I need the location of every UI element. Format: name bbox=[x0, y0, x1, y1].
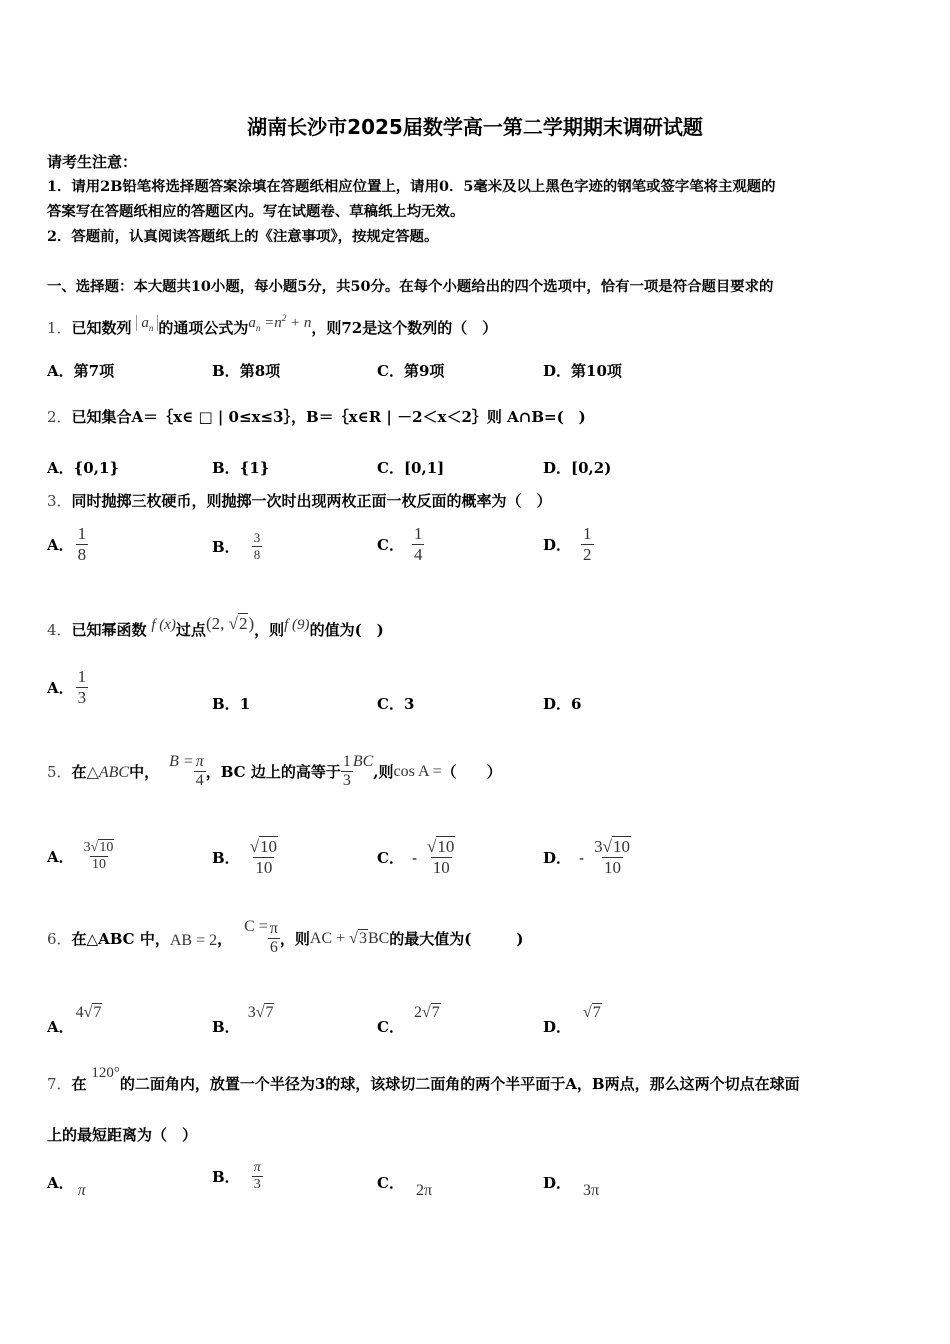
option-label: A． bbox=[47, 1174, 74, 1192]
option-c[interactable] bbox=[377, 1172, 432, 1200]
option-label: C． bbox=[377, 1018, 404, 1036]
radicand: 3 bbox=[358, 929, 367, 947]
notice-heading: 请考生注意： bbox=[47, 153, 138, 171]
question-text: 的值为( ) bbox=[309, 621, 384, 639]
question-text: ， bbox=[217, 930, 233, 948]
option-label: B． bbox=[212, 538, 240, 556]
math-expression: 4√7 bbox=[75, 1004, 102, 1021]
denominator: 8 bbox=[77, 545, 87, 564]
numerator: 1 bbox=[77, 667, 87, 686]
option-label: B． bbox=[212, 695, 240, 713]
option-c[interactable] bbox=[377, 1004, 441, 1037]
notice-line-3: 2．答题前，认真阅读答题纸上的《注意事项》，按规定答题。 bbox=[47, 228, 439, 245]
math-expression: AC + √3BC bbox=[309, 929, 390, 947]
option-d[interactable] bbox=[543, 1004, 602, 1037]
question-text: ，则 bbox=[254, 621, 285, 639]
option-b[interactable] bbox=[212, 361, 280, 381]
option-label: B． bbox=[212, 1168, 240, 1186]
radicand: 7 bbox=[592, 1004, 601, 1021]
numerator: π bbox=[269, 920, 278, 937]
question-number: 7． bbox=[47, 1075, 72, 1093]
option-label: B． bbox=[212, 849, 240, 867]
option-d[interactable] bbox=[543, 524, 594, 565]
question-7-continued: 上的最短距离为（ ） bbox=[47, 1126, 198, 1144]
question-number: 4． bbox=[47, 621, 72, 639]
option-a[interactable] bbox=[47, 840, 116, 873]
option-d[interactable] bbox=[543, 694, 581, 714]
notice-line-2: 答案写在答题纸相应的答题区内。写在试题卷、草稿纸上均无效。 bbox=[47, 203, 465, 220]
question-number: 6． bbox=[47, 930, 72, 948]
math-expression: f (x) bbox=[151, 617, 176, 633]
math-sup: 2 bbox=[281, 313, 287, 323]
radicand: 10 bbox=[612, 837, 630, 856]
question-text: 的最大值为( ) bbox=[389, 930, 524, 948]
option-sign: - bbox=[411, 848, 418, 867]
fraction bbox=[412, 524, 425, 565]
option-d[interactable] bbox=[543, 837, 633, 878]
option-a[interactable] bbox=[47, 458, 119, 478]
numerator: 1 bbox=[583, 524, 592, 543]
math-expression: √7 bbox=[583, 1004, 601, 1021]
question-3 bbox=[47, 491, 552, 511]
math-expression: AB = 2 bbox=[169, 931, 218, 949]
option-math: 3π bbox=[583, 1182, 600, 1199]
option-text: 第9项 bbox=[403, 362, 445, 380]
option-label: B． bbox=[212, 1018, 240, 1036]
question-number: 5． bbox=[47, 763, 72, 781]
option-c[interactable] bbox=[377, 837, 457, 878]
option-a[interactable] bbox=[47, 1004, 102, 1037]
radicand: 7 bbox=[431, 1004, 440, 1021]
option-text: {1} bbox=[239, 459, 270, 477]
question-2 bbox=[47, 407, 586, 427]
option-label: A． bbox=[47, 1018, 74, 1036]
question-text: 过点 bbox=[175, 621, 206, 639]
denominator: 10 bbox=[255, 858, 273, 877]
fraction: $\frac{√10}{10}$ bbox=[427, 837, 455, 877]
question-text: 的通项公式为 bbox=[158, 319, 249, 337]
option-math: π bbox=[77, 1182, 86, 1199]
option-label: D． bbox=[543, 849, 572, 867]
option-text: 第7项 bbox=[73, 362, 115, 380]
denominator: 8 bbox=[253, 547, 261, 562]
math-var: a bbox=[141, 315, 149, 331]
option-c[interactable] bbox=[377, 361, 444, 381]
radicand: 7 bbox=[93, 1004, 102, 1021]
denominator: 3 bbox=[342, 772, 351, 789]
math-expression bbox=[248, 315, 311, 331]
option-label: C． bbox=[377, 1174, 404, 1192]
notice-line-1: 1．请用2B铅笔将选择题答案涂填在答题纸相应位置上，请用0．5毫米及以上黑色字迹的钢笔或签字笔将主观题的 bbox=[47, 178, 776, 195]
option-text: {0,1} bbox=[73, 459, 120, 477]
option-a[interactable] bbox=[47, 361, 114, 381]
math-expression: f (9) bbox=[284, 617, 310, 633]
fraction bbox=[581, 524, 594, 565]
math-expression: cos A = bbox=[393, 762, 442, 780]
denominator: 6 bbox=[269, 939, 278, 956]
option-math: 2π bbox=[415, 1182, 433, 1199]
question-4 bbox=[47, 614, 384, 641]
numerator: 3 bbox=[253, 530, 261, 545]
denominator: 10 bbox=[91, 857, 106, 872]
math-part: AC + bbox=[309, 929, 346, 947]
coefficient: 3 bbox=[247, 1004, 256, 1021]
question-text: 在 bbox=[71, 1075, 87, 1093]
question-text: ，则72是这个数列的（ ） bbox=[311, 319, 498, 337]
option-label: D． bbox=[543, 695, 572, 713]
fraction bbox=[76, 524, 89, 565]
radicand: 10 bbox=[99, 840, 114, 855]
option-c[interactable] bbox=[377, 458, 444, 478]
option-a[interactable] bbox=[47, 524, 88, 565]
fraction bbox=[268, 920, 280, 957]
denominator: 10 bbox=[432, 858, 450, 877]
math-part: BC bbox=[367, 929, 390, 947]
fraction bbox=[76, 667, 89, 708]
option-label: A． bbox=[47, 362, 74, 380]
option-text: 第10项 bbox=[571, 362, 622, 380]
option-label: C． bbox=[377, 695, 404, 713]
numerator: π bbox=[253, 1160, 261, 1175]
question-text: （ ） bbox=[441, 763, 502, 781]
option-b[interactable] bbox=[212, 837, 280, 878]
option-text: 3 bbox=[403, 695, 415, 713]
option-label: D． bbox=[543, 459, 572, 477]
question-text: ,则 bbox=[373, 763, 394, 781]
math-part: ) bbox=[248, 614, 255, 633]
fraction: $\frac{3√10}{10}$ bbox=[83, 840, 114, 872]
math-expression: 120° bbox=[91, 1065, 120, 1081]
option-b[interactable] bbox=[212, 458, 269, 478]
option-b[interactable] bbox=[212, 1004, 274, 1037]
radicand: 10 bbox=[437, 837, 455, 856]
option-label: C． bbox=[377, 536, 404, 554]
question-number: 2． bbox=[47, 408, 72, 426]
question-7 bbox=[47, 1065, 800, 1095]
option-label: D． bbox=[543, 1018, 572, 1036]
radicand: 2 bbox=[238, 614, 248, 633]
question-text: 的二面角内，放置一个半径为3的球，该球切二面角的两个半平面于A，B两点，那么这两个切点在球面 bbox=[119, 1075, 800, 1093]
question-text: 中， bbox=[129, 763, 160, 781]
math-expression: B = bbox=[169, 752, 194, 770]
numerator: 1 bbox=[413, 524, 423, 543]
math-var: =n bbox=[264, 315, 282, 331]
option-label: D． bbox=[543, 362, 572, 380]
fraction: $\frac{√10}{10}$ bbox=[249, 837, 278, 877]
math-sub: n bbox=[148, 323, 154, 333]
math-expression: 3√7 bbox=[247, 1004, 274, 1021]
question-1 bbox=[47, 314, 497, 344]
option-text: 第8项 bbox=[239, 362, 281, 380]
denominator: 4 bbox=[413, 545, 423, 564]
coefficient: 3 bbox=[594, 837, 603, 856]
option-text: [0,1] bbox=[403, 459, 445, 477]
math-expression: BC bbox=[352, 752, 374, 770]
page-title: 湖南长沙市2025届数学高一第二学期期末调研试题 bbox=[247, 115, 703, 139]
question-text: 已知数列 bbox=[71, 319, 132, 337]
question-text: 同时抛掷三枚硬币，则抛掷一次时出现两枚正面一枚反面的概率为（ ） bbox=[71, 492, 552, 510]
option-b[interactable] bbox=[212, 694, 250, 714]
question-text: 在 bbox=[71, 763, 87, 781]
question-text: ，BC 边上的高等于 bbox=[205, 763, 341, 781]
option-label: B． bbox=[212, 362, 240, 380]
numerator: π bbox=[195, 753, 204, 770]
numerator: 1 bbox=[342, 753, 351, 770]
option-a[interactable] bbox=[47, 667, 88, 708]
math-expression: (2, √2) bbox=[205, 614, 255, 633]
denominator: 10 bbox=[604, 858, 622, 877]
fraction bbox=[341, 753, 353, 790]
option-c[interactable] bbox=[377, 694, 414, 714]
option-label: C． bbox=[377, 362, 404, 380]
denominator: 4 bbox=[195, 772, 204, 789]
option-label: A． bbox=[47, 536, 74, 554]
option-d[interactable] bbox=[543, 458, 611, 478]
fraction bbox=[252, 530, 263, 563]
coefficient: 3 bbox=[83, 840, 91, 855]
option-label: C． bbox=[377, 459, 404, 477]
fraction bbox=[252, 1160, 263, 1193]
question-text: 在△ABC 中， bbox=[71, 930, 170, 948]
denominator: 3 bbox=[77, 688, 87, 707]
option-label: D． bbox=[543, 536, 572, 554]
math-expression bbox=[136, 315, 158, 331]
option-label: D． bbox=[543, 1174, 572, 1192]
math-var: + n bbox=[289, 315, 312, 331]
option-label: A． bbox=[47, 848, 74, 866]
question-number: 3． bbox=[47, 492, 72, 510]
coefficient: 4 bbox=[75, 1004, 84, 1021]
option-c[interactable] bbox=[377, 524, 424, 565]
radicand: 7 bbox=[265, 1004, 274, 1021]
fraction bbox=[194, 753, 206, 790]
option-label: A． bbox=[47, 679, 74, 697]
option-d[interactable] bbox=[543, 1172, 599, 1200]
question-text: 已知幂函数 bbox=[71, 621, 147, 639]
denominator: 2 bbox=[583, 545, 592, 564]
math-sub: n bbox=[255, 323, 261, 333]
option-sign: - bbox=[579, 848, 585, 867]
option-a[interactable] bbox=[47, 1172, 86, 1200]
option-text: [0,2) bbox=[571, 459, 612, 477]
option-b[interactable] bbox=[212, 1160, 263, 1193]
option-text: 1 bbox=[239, 695, 251, 713]
math-part: (2, bbox=[205, 614, 229, 633]
question-text: ，则 bbox=[279, 930, 310, 948]
question-number: 1． bbox=[47, 319, 72, 337]
option-label: A． bbox=[47, 459, 74, 477]
coefficient: 2 bbox=[413, 1004, 422, 1021]
option-b[interactable] bbox=[212, 530, 262, 563]
denominator: 3 bbox=[253, 1177, 261, 1192]
math-expression: C = bbox=[244, 917, 268, 935]
option-d[interactable] bbox=[543, 361, 622, 381]
question-5 bbox=[47, 753, 502, 790]
question-text: 已知集合A＝｛x∈ □ | 0≤x≤3｝，B＝｛x∈R | －2＜x＜2｝则 A∩B=( ) bbox=[71, 408, 586, 426]
math-expression: 2√7 bbox=[413, 1004, 440, 1021]
option-label: B． bbox=[212, 459, 240, 477]
section-heading: 一、选择题：本大题共10小题，每小题5分，共50分。在每个小题给出的四个选项中，恰有一项是符合题目要求的 bbox=[47, 278, 774, 295]
option-text: 6 bbox=[571, 695, 582, 713]
fraction: $\frac{3√10}{10}$ bbox=[594, 837, 630, 877]
option-label: C． bbox=[377, 849, 404, 867]
math-expression: △ABC bbox=[86, 763, 130, 781]
radicand: 10 bbox=[260, 837, 278, 856]
question-6 bbox=[47, 917, 524, 957]
math-var: a bbox=[248, 315, 256, 331]
numerator: 1 bbox=[77, 524, 87, 543]
